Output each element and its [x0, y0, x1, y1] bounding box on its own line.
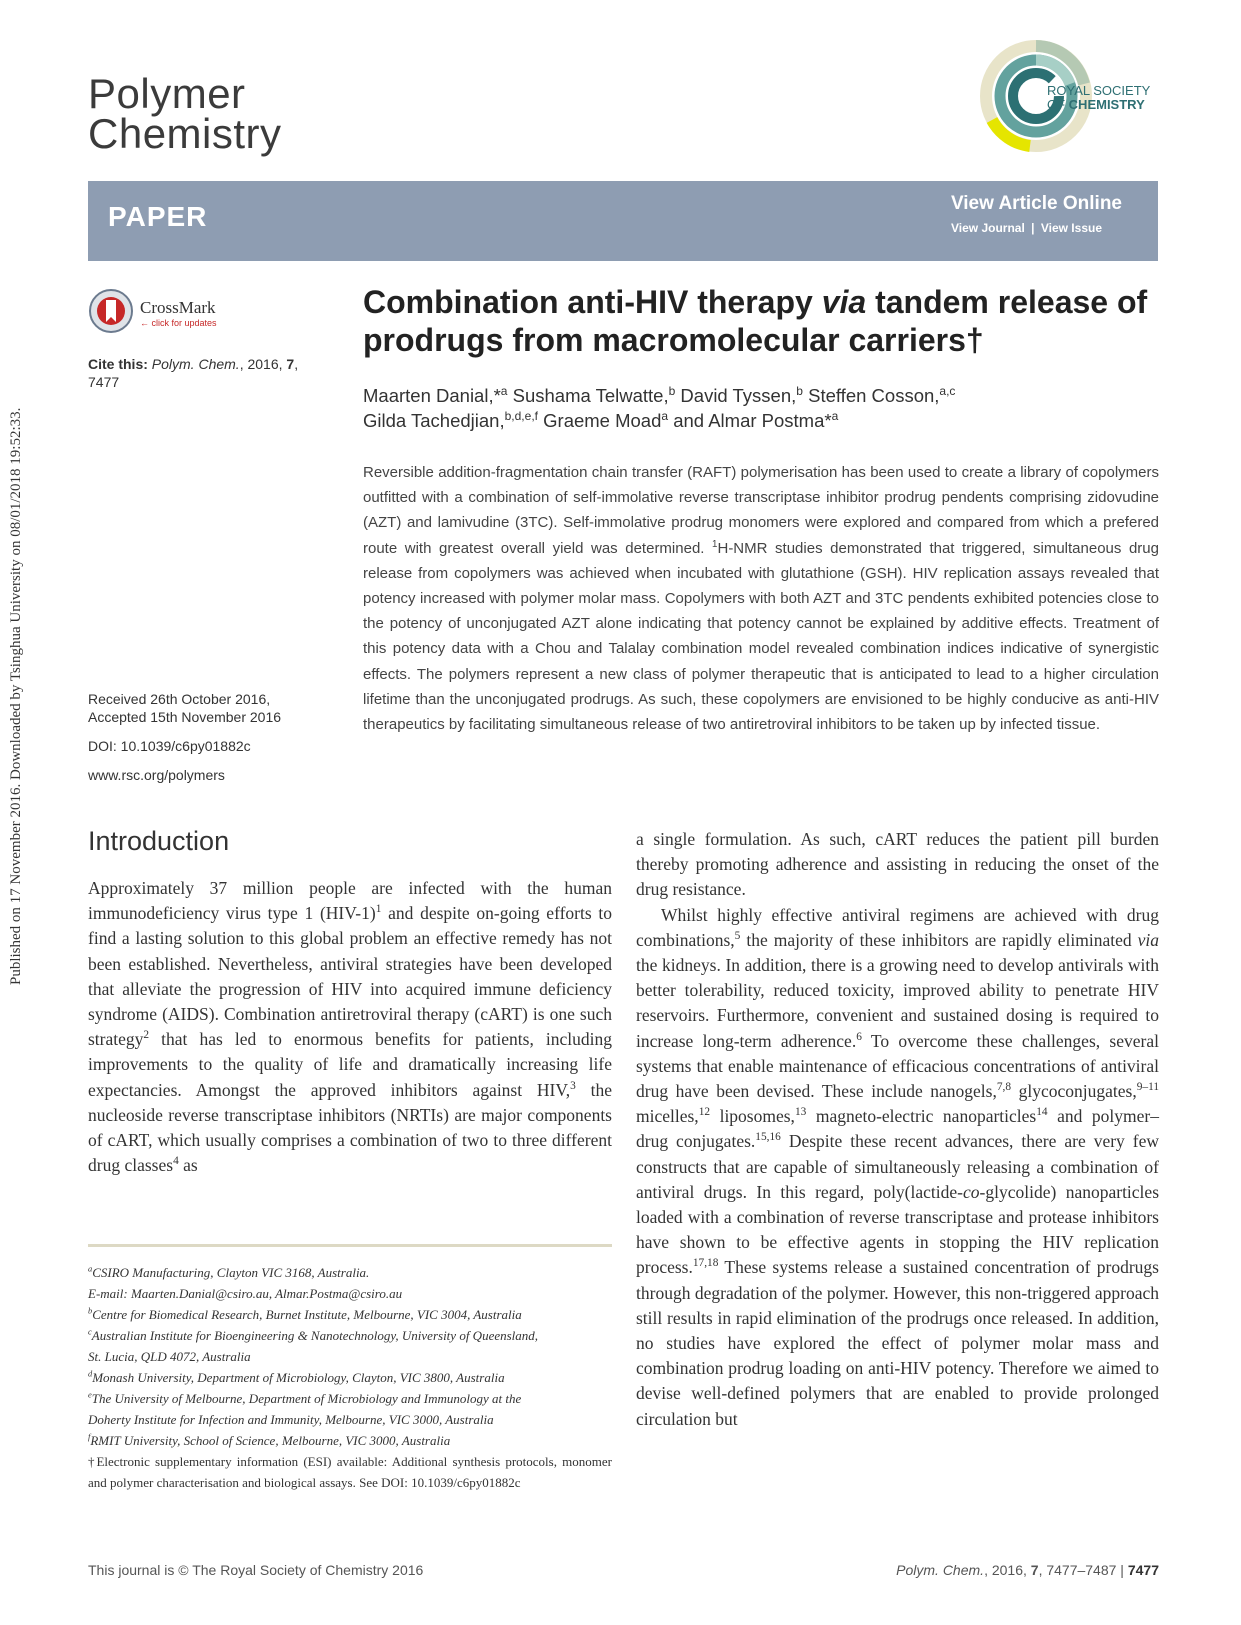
crossmark-sub: ← click for updates [140, 318, 217, 328]
crossmark-label: CrossMark [140, 298, 216, 317]
crossmark-badge[interactable] [88, 288, 228, 336]
citation: Cite this: Polym. Chem., 2016, 7, 7477 [88, 356, 299, 390]
view-journal-link[interactable]: View Journal [950, 221, 1025, 235]
intro-paragraph-continued: a single formulation. As such, cART reduces the patient pill burden thereby promoting adherence and assisting in reducing the onset of the drug resistance. [636, 829, 1159, 900]
footnote-line: $^b$Centre for Biomedical Research, Burnet Institute, Melbourne, VIC 3004, Australia [88, 1305, 522, 1322]
section-heading-introduction: Introduction [88, 826, 230, 856]
intro-left-column: Approximately 37 million people are infected with the human immunodeficiency virus type 1 $(HIV-1)^1$ and despite on-going efforts to find a lasting solution to this global problem an effective remedy has not been established. Nevertheless, antiviral strategies have been developed that alleviate the progression of HIV into acquired immune deficiency syndrome (AIDS). Combination antiretroviral therapy (cART) is one such strategy$^2$ that has led to enormous benefits for patients, including improvements to the quality of life and dramatically increasing life expectancies. Amongst the approved inhibitors against HIV,$^3$ the nucleoside reverse transcriptase inhibitors (NRTIs) are major components of cART, which usually comprises a combination of two to three different drug classes$^4$ as [88, 878, 612, 1176]
footnote-line: $^d$Monash University, Department of Microbiology, Clayton, VIC 3800, Australia [88, 1368, 505, 1385]
accepted-date: Accepted 15th November 2016 [88, 709, 282, 725]
footnote-divider [88, 1244, 612, 1247]
footer-citation: Polym. Chem., 2016, 7, 7477–7487 | 7477 [896, 1562, 1159, 1578]
link-separator: | [1031, 221, 1035, 235]
footnote-line: E-mail: Maarten.Danial@csiro.au, Almar.Postma@csiro.au [88, 1286, 403, 1301]
footnote-line: St. Lucia, QLD 4072, Australia [88, 1349, 251, 1364]
view-article-online-link[interactable]: View Article Online [950, 193, 1122, 214]
journal-title-line2: Chemistry [88, 110, 282, 157]
abstract: Reversible addition-fragmentation chain transfer (RAFT) polymerisation has been used to create a library of copolymers outfitted with a combination of self-immolative reverse transcriptase inhibitor prodrug pendents comprising zidovudine (AZT) and lamivudine (3TC). Self-immolative prodrug monomers were explored and compared from which a prefered route with greatest overall yield was determined. $^1$H-NMR studies demonstrated that triggered, simultaneous drug release from copolymers was achieved when incubated with glutathione (GSH). HIV replication assays revealed that potency increased with polymer molar mass. Copolymers with both AZT and 3TC pendents exhibited potencies close to the potency of unconjugated AZT alone indicating that potency cannot be explained by additive effects. Treatment of this potency data with a Chou and Talalay combination model revealed combination indices indicative of synergistic effects. The polymers represent a new class of polymer therapeutic that is anticipated to lead to a higher circulation lifetime than the unconjugated prodrugs. As such, these copolymers are envisioned to be highly conducive as anti-HIV therapeutics by facilitating simultaneous release of two antiretroviral inhibitors to be taken up by infected tissue. [363, 464, 1159, 734]
doi: DOI: 10.1039/c6py01882c [88, 738, 251, 754]
intro-right-column [636, 827, 1159, 1432]
rsc-logo [990, 40, 1170, 152]
author-line-1: Maarten Danial,*$^a$ Sushama Telwatte,$^b$ David Tyssen,$^b$ Steffen Cosson,$^{a,c}$ [363, 383, 956, 406]
footnote-line: $^a$CSIRO Manufacturing, Clayton VIC 3168, Australia. [88, 1263, 370, 1280]
footnote-line: $^f$RMIT University, School of Science, Melbourne, VIC 3000, Australia [88, 1431, 451, 1448]
intro-paragraph: Whilst highly effective antiviral regimens are achieved with drug combinations,$^5$ the majority of these inhibitors are rapidly eliminated via the kidneys. In addition, there is a growing need to develop antivirals with better tolerability, reduced toxicity, improved ability to penetrate HIV reservoirs. Furthermore, convenient and sustained dosing is required to increase long-term adherence.$^6$ To overcome these challenges, several systems that enable maintenance of efficacious concentrations of antiviral drug have been devised. These include nanogels,$^{7,8}$ glycoconjugates,$^{9-11}$ micelles,$^{12}$ liposomes,$^{13}$ magneto-electric nanoparticles$^{14}$ and polymer–drug conjugates.$^{15,16}$ Despite these recent advances, there are very few constructs that are capable of simultaneously releasing a combination of antiviral drugs. In this regard, poly(lactide-co-glycolide) nanoparticles loaded with a combination of reverse transcriptase and protease inhibitors have shown to be effective agents in stopping the HIV replication process.$^{17,18}$ These systems release a sustained concentration of prodrugs through degradation of the polymer. However, this non-triggered approach still results in rapid elimination of the prodrugs once released. In addition, no studies have explored the effect of polymer molar mass and combination prodrug loading on anti-HIV potency. Therefore we aimed to devise well-defined polymers that are enabled to provide prolonged circulation but [636, 904, 1160, 1429]
author-list [363, 383, 1163, 433]
journal-issue-links [951, 221, 1102, 235]
article-title: Combination anti-HIV therapy via tandem release of prodrugs from macromolecular carriers† [363, 284, 1148, 358]
rsc-logo-text [1047, 84, 1150, 112]
author-line-2: Gilda Tachedjian,$^{b,d,e,f}$ Graeme Moad$^a$ and Almar Postma*$^a$ [363, 408, 839, 431]
journal-website-link[interactable]: www.rsc.org/polymers [88, 767, 225, 783]
page-number: 7477 [1127, 1562, 1159, 1578]
footer-copyright: This journal is © The Royal Society of Chemistry 2016 [88, 1562, 424, 1578]
journal-title-line1: Polymer [88, 70, 246, 117]
crossmark-icon [88, 288, 134, 334]
download-watermark: Published on 17 November 2016. Downloaded by Tsinghua University on 08/01/2018 19:52:33. [8, 407, 24, 985]
rsc-logo-line2: OF CHEMISTRY [1047, 97, 1145, 112]
article-type-label: PAPER [108, 201, 208, 232]
affiliations-footnotes [88, 1262, 612, 1493]
journal-title [88, 70, 282, 157]
received-date: Received 26th October 2016, [88, 691, 271, 707]
received-dates [88, 690, 328, 726]
footnote-line: $^e$The University of Melbourne, Department of Microbiology and Immunology at the [88, 1389, 522, 1406]
esi-footnote: †Electronic supplementary information (ESI) available: Additional synthesis protocols, monomer and polymer characterisation and biological assays. See DOI: 10.1039/c6py01882c [88, 1454, 612, 1490]
article-type-banner [88, 181, 1158, 261]
footnote-line: $^c$Australian Institute for Bioengineering & Nanotechnology, University of Queensland, [88, 1326, 539, 1343]
footnote-line: Doherty Institute for Infection and Immunity, Melbourne, VIC 3000, Australia [88, 1412, 494, 1427]
rsc-logo-line1: ROYAL SOCIETY [1047, 83, 1151, 98]
view-issue-link[interactable]: View Issue [1040, 221, 1102, 235]
